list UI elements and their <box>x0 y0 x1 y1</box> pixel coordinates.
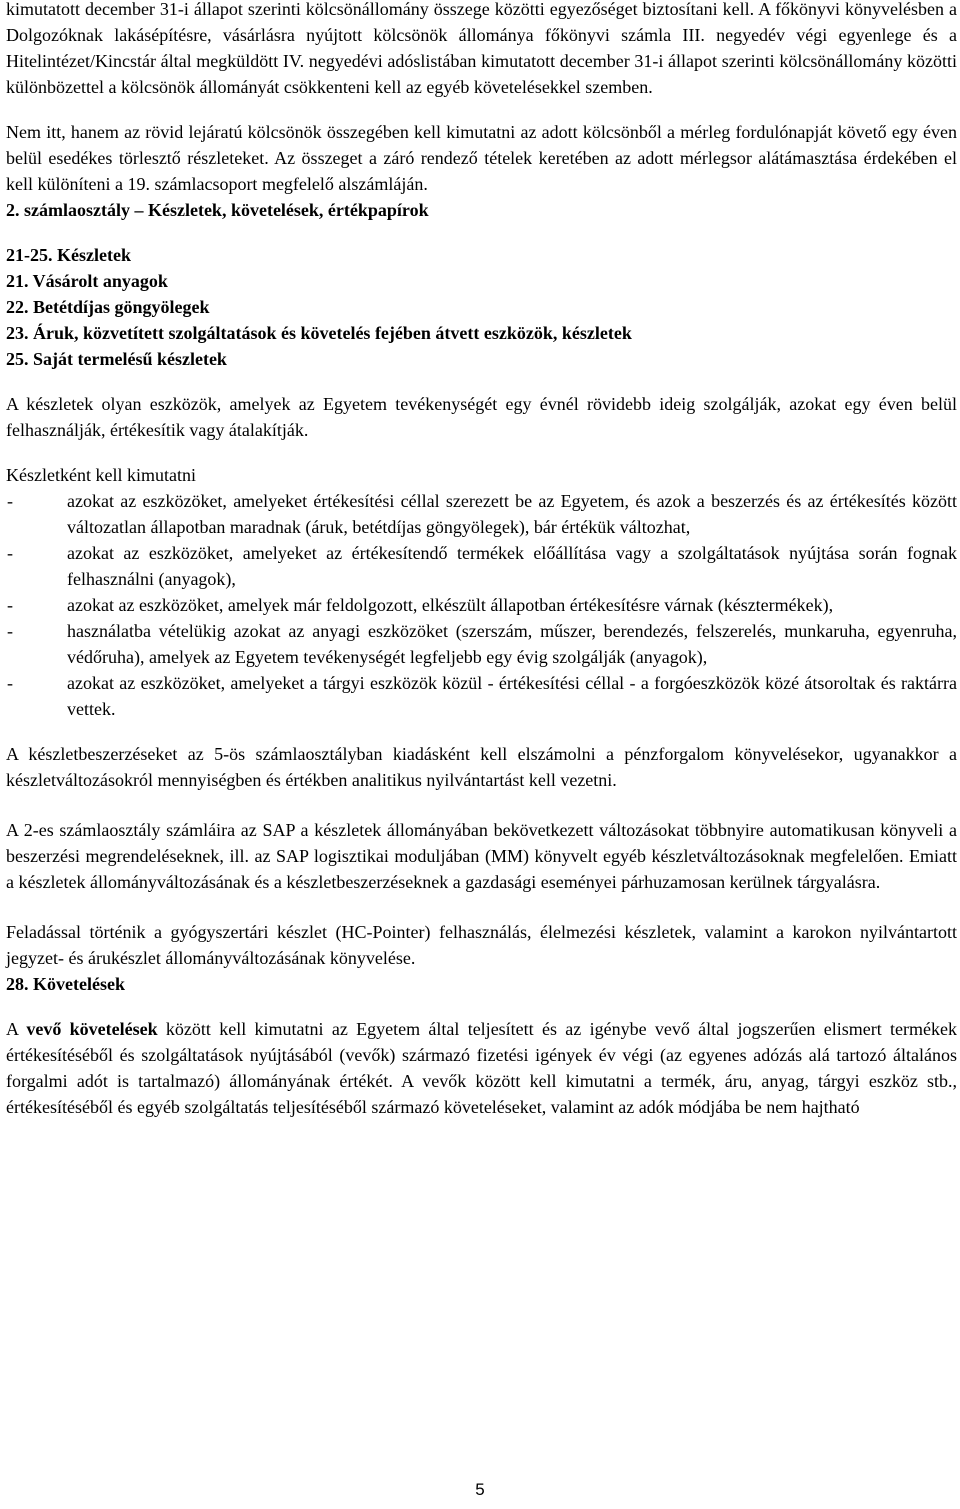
list-item-text: használatba vételükig azokat az anyagi eszközöket (szerszám, műszer, berendezés, felszerelés, munkaruha, egyenruha, védőruha), amelyek az Egyetem tevékenységét legfeljebb egy évig szolgálják (anyagok), <box>67 621 957 667</box>
list-dash: - <box>7 595 13 615</box>
sub-heading-25: 25. Saját termelésű készletek <box>6 349 227 369</box>
page-number: 5 <box>475 1480 485 1499</box>
sap-paragraph: A 2-es számlaosztály számláira az SAP a készletek állományában bekövetkezett változásokat többnyire automatikusan könyveli a beszerzési megrendeléseknek, ill. az SAP logisztikai moduljában (MM) könyvelt egyéb készletváltozásoknak megfelelően. Emiatt a készletek állományváltozásának és a készletbeszerzéseknek a gazdasági eseményei párhuzamosan kerülnek tárgyalásra. <box>6 820 957 892</box>
definition-paragraph: A készletek olyan eszközök, amelyek az Egyetem tevékenységét egy évnél rövidebb ideig szolgálják, azokat egy éven belül felhasználják, értékesítik vagy átalakítják. <box>6 394 957 440</box>
list-item <box>6 540 957 592</box>
vevo-text-after: között kell kimutatni az Egyetem által teljesített és az igénybe vevő által jogszerűen elismert termékek értékesítéséből és szolgáltatások nyújtásából (vevők) származó fizetési igények év végi (az egyenes adózás alá tartozó általános forgalmi adót is tartalmazó) állományának értékét. A vevők között kell kimutatni a termék, áru, anyag, tárgyi eszköz stb., értékesítéséből és egyéb szolgáltatás teljesítéséből származó követeléseket, valamint az adók módjába be nem hajtható <box>6 1019 957 1117</box>
list-item <box>6 592 957 618</box>
list-item-text: azokat az eszközöket, amelyeket az értékesítendő termékek előállítása vagy a szolgáltatások nyújtása során fognak felhasználni (anyagok), <box>67 543 957 589</box>
list-item <box>6 670 957 722</box>
list-item-text: azokat az eszközöket, amelyeket értékesítési céllal szerezett be az Egyetem, és azok a beszerzés és az értékesítés között változatlan állapotban maradnak (áruk, betétdíjas göngyölegek), bár értékük változhat, <box>67 491 957 537</box>
list-item-text: azokat az eszközöket, amelyek már feldolgozott, elkészült állapotban értékesítésre várnak (késztermékek), <box>67 595 834 615</box>
posting-paragraph: Feladással történik a gyógyszertári készlet (HC-Pointer) felhasználás, élelmezési készletek, valamint a karokon nyilvántartott jegyzet- és árukészlet állományváltozásának könyvelése. <box>6 922 957 968</box>
sub-heading-21-25: 21-25. Készletek <box>6 245 131 265</box>
sub-heading-23: 23. Áruk, közvetített szolgáltatások és követelés fejében átvett eszközök, készletek <box>6 323 632 343</box>
sub-heading-21: 21. Vásárolt anyagok <box>6 271 168 291</box>
receivables-heading: 28. Követelések <box>6 974 125 994</box>
list-item <box>6 488 957 540</box>
list-dash: - <box>7 543 13 563</box>
section-title: 2. számlaosztály – Készletek, követelések, értékpapírok <box>6 200 429 220</box>
list-intro: Készletként kell kimutatni <box>6 465 196 485</box>
procurement-paragraph: A készletbeszerzéseket az 5-ös számlaosztályban kiadásként kell elszámolni a pénzforgalom könyvelésekor, ugyanakkor a készletváltozásokról mennyiségben és értékben analitikus nyilvántartást kell vezetni. <box>6 744 957 790</box>
vevo-text-bold: vevő követelések <box>26 1019 158 1039</box>
list-dash: - <box>7 673 13 693</box>
inventory-list <box>6 488 957 722</box>
intro-paragraph-2: Nem itt, hanem az rövid lejáratú kölcsönök összegében kell kimutatni az adott kölcsönből a mérleg fordulónapját követő egy éven belül esedékes törlesztő részleteket. Az összeget a záró rendező tételek keretében az adott mérlegsor alátámasztása érdekében el kell különíteni a 19. számlacsoport megfelelő alszámláján. <box>6 122 957 194</box>
list-item <box>6 618 957 670</box>
list-dash: - <box>7 621 13 641</box>
sub-heading-22: 22. Betétdíjas göngyölegek <box>6 297 210 317</box>
vevo-text-before: A <box>6 1019 27 1039</box>
customer-receivables-paragraph <box>6 1016 957 1120</box>
list-dash: - <box>7 491 13 511</box>
intro-paragraph-1: kimutatott december 31-i állapot szerinti kölcsönállomány összege közötti egyezőséget biztosítani kell. A főkönyvi könyvelésben a Dolgozóknak lakásépítésre, vásárlásra nyújtott kölcsönök állománya főkönyvi számla III. negyedév végi egyenlege és a Hitelintézet/Kincstár által megküldött IV. negyedévi adóslistában kimutatott december 31-i állapot szerinti kölcsönállomány közötti különbözettel a kölcsönök állományát csökkenteni kell az egyéb követelésekkel szemben. <box>6 0 957 97</box>
list-item-text: azokat az eszközöket, amelyeket a tárgyi eszközök közül - értékesítési céllal - a forgóeszközök közé átsoroltak és raktárra vettek. <box>67 673 957 719</box>
sub-heading-list <box>6 242 957 372</box>
